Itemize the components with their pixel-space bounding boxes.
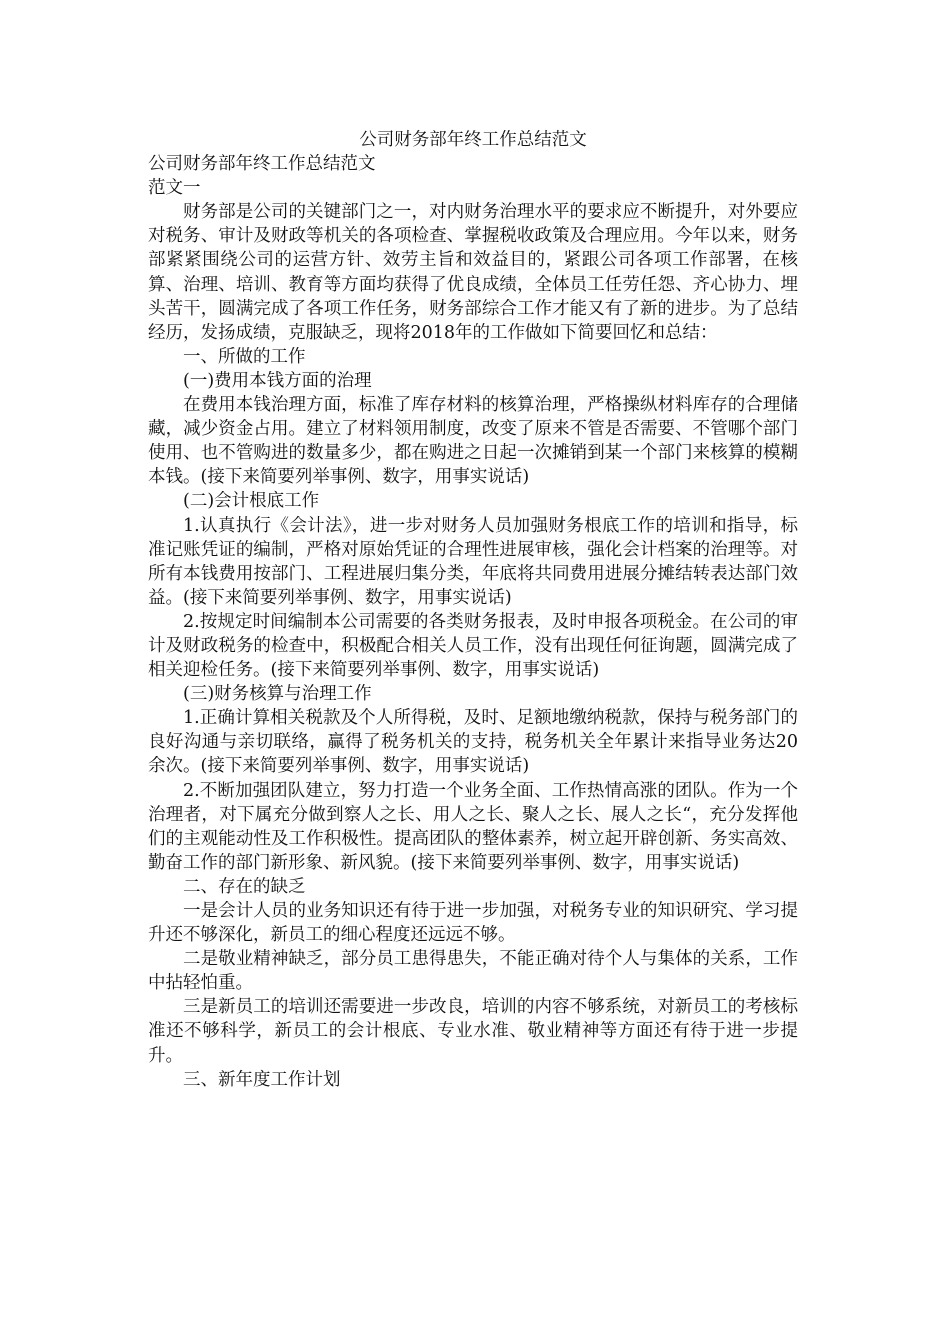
- document-subtitle: 公司财务部年终工作总结范文: [148, 154, 376, 175]
- accounting-basics-item-1: 1.认真执行《会计法》，进一步对财务人员加强财务根底工作的培训和指导，标准记账凭证的编制，严格对原始凭证的合理性进展审核，强化会计档案的治理等。对所有本钱费用按部门、工程进展归集分类，年底将共同费用进展分摊结转表达部门效益。(接下来简要列举事例、数字，用事实说话): [148, 515, 798, 608]
- subsection-heading-cost-management: (一)费用本钱方面的治理: [183, 370, 372, 391]
- shortcoming-item-2: 二是敬业精神缺乏，部分员工患得患失，不能正确对待个人与集体的关系，工作中拈轻怕重。: [148, 949, 798, 994]
- section-heading-shortcomings: 二、存在的缺乏: [183, 876, 306, 897]
- shortcoming-item-1: 一是会计人员的业务知识还有待于进一步加强，对税务专业的知识研究、学习提升还不够深化，新员工的细心程度还远远不够。: [148, 901, 798, 946]
- shortcoming-item-3: 三是新员工的培训还需要进一步改良，培训的内容不够系统，对新员工的考核标准还不够科学，新员工的会计根底、专业水准、敬业精神等方面还有待于进一步提升。: [148, 997, 798, 1066]
- document-page: [148, 128, 798, 1092]
- document-title: 公司财务部年终工作总结范文: [359, 130, 587, 150]
- accounting-basics-item-2: 2.按规定时间编制本公司需要的各类财务报表，及时申报各项税金。在公司的审计及财政税务的检查中，积极配合相关人员工作，没有出现任何征询题，圆满完成了相关迎检任务。(接下来简要列举事例、数字，用事实说话): [148, 611, 798, 681]
- intro-paragraph: 财务部是公司的关键部门之一，对内财务治理水平的要求应不断提升，对外要应对税务、审计及财政等机关的各项检查、掌握税收政策及合理应用。今年以来，财务部紧紧围绕公司的运营方针、效劳主旨和效益目的，紧跟公司各项工作部署，在核算、治理、培训、教育等方面均获得了优良成绩，全体员工任劳任怨、齐心协力、埋头苦干，圆满完成了各项工作任务，财务部综合工作才能又有了新的进步。为了总结经历，发扬成绩，克服缺乏，现将2018年的工作做如下简要回忆和总结：: [148, 202, 798, 343]
- subsection-heading-financial-accounting: (三)财务核算与治理工作: [183, 684, 372, 705]
- section-heading-new-year-plan: 三、新年度工作计划: [183, 1069, 341, 1090]
- subsection-heading-accounting-basics: (二)会计根底工作: [183, 491, 320, 512]
- sample-label: 范文一: [148, 178, 201, 199]
- cost-management-paragraph: 在费用本钱治理方面，标准了库存材料的核算治理，严格操纵材料库存的合理储藏，减少资金占用。建立了材料领用制度，改变了原来不管是否需要、不管哪个部门使用、也不管购进的数量多少，都在购进之日起一次摊销到某一个部门来核算的模糊本钱。(接下来简要列举事例、数字，用事实说话): [148, 395, 798, 488]
- financial-accounting-item-2: 2.不断加强团队建立，努力打造一个业务全面、工作热情高涨的团队。作为一个治理者，对下属充分做到察人之长、用人之长、聚人之长、展人之长“，充分发挥他们的主观能动性及工作积极性。提高团队的整体素养，树立起开辟创新、务实高效、勤奋工作的部门新形象、新风貌。(接下来简要列举事例、数字，用事实说话): [148, 780, 798, 873]
- financial-accounting-item-1: 1.正确计算相关税款及个人所得税，及时、足额地缴纳税款，保持与税务部门的良好沟通与亲切联络，赢得了税务机关的支持，税务机关全年累计来指导业务达20余次。(接下来简要列举事例、数字，用事实说话): [148, 708, 798, 777]
- section-heading-work-done: 一、所做的工作: [183, 346, 306, 367]
